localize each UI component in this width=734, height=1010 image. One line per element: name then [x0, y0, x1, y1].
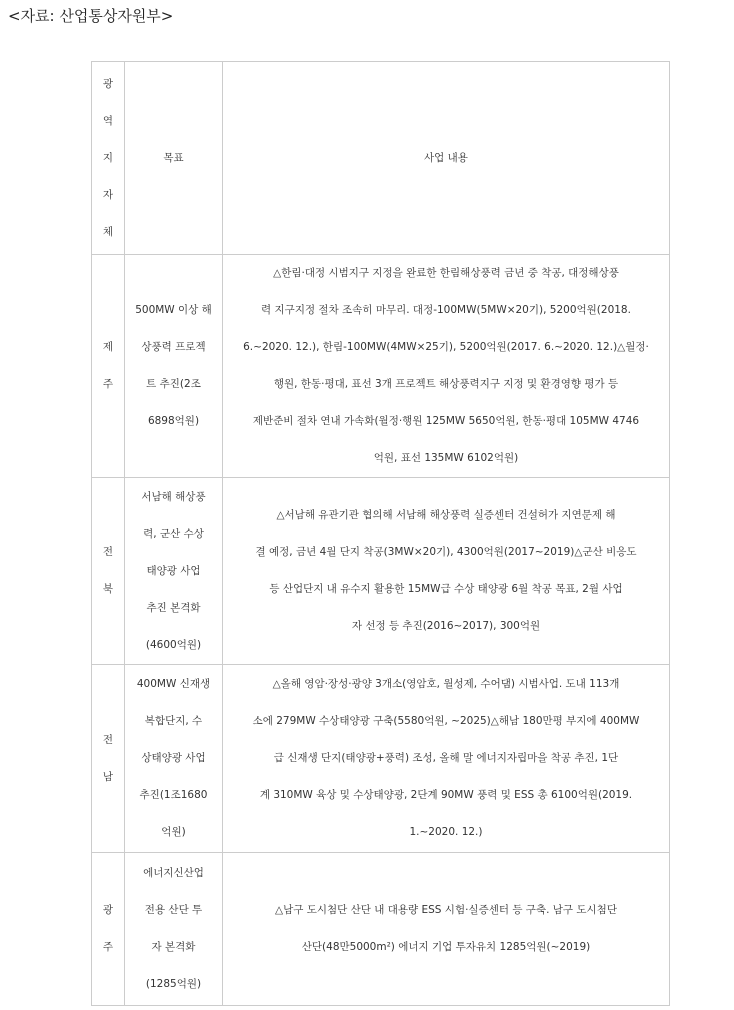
goal-line: 력, 군산 수상: [143, 527, 204, 540]
content-line: 행원, 한동·평대, 표선 3개 프로젝트 해상풍력지구 지정 및 환경영향 평가 등: [273, 378, 619, 390]
content-line: 계 310MW 육상 및 수상태양광, 2단계 90MW 풍력 및 ESS 총 6100억원(2019.: [259, 789, 633, 801]
region-char: 주: [102, 941, 114, 953]
goal-line: 추진 본격화: [146, 601, 201, 614]
content-line: 제반준비 절차 연내 가속화(월정·행원 125MW 5650억원, 한동·평대 105MW 4746: [252, 415, 640, 427]
content-cell: [223, 478, 670, 665]
table-header-row: [92, 62, 670, 255]
header-region-char: 자: [102, 188, 114, 201]
header-region-char: 역: [102, 114, 114, 127]
content-line: △올해 영암·장성·광양 3개소(영암호, 월성제, 수어댐) 시범사업. 도내 113개: [272, 678, 620, 690]
goal-line: 태양광 사업: [146, 564, 201, 577]
header-content-cell: 사업 내용: [223, 62, 670, 255]
header-region-char: 지: [102, 151, 114, 164]
content-line: 6.~2020. 12.), 한림-100MW(4MW×25기), 5200억원(2017. 6.~2020. 12.)△월정·: [243, 341, 649, 353]
content-line: 산단(48만5000m²) 에너지 기업 투자유치 1285억원(~2019): [301, 941, 591, 953]
header-region-char: 체: [102, 225, 114, 238]
goal-line: 억원): [161, 826, 186, 838]
source-label: <자료: 산업통상자원부>: [8, 7, 174, 25]
content-line: 억원, 표선 135MW 6102억원): [373, 452, 519, 464]
content-line: 등 산업단지 내 유수지 활용한 15MW급 수상 태양광 6월 착공 목표, 2월 사업: [269, 583, 623, 595]
region-char: 제: [102, 341, 114, 353]
goal-line: 전용 산단 투: [144, 904, 203, 916]
region-cell: [92, 665, 125, 853]
region-char: 주: [102, 378, 114, 390]
region-cell: [92, 478, 125, 665]
content-cell: [223, 853, 670, 1006]
region-char: 광: [102, 904, 114, 916]
header-region-char: 광: [102, 77, 114, 90]
goal-line: 자 본격화: [151, 941, 196, 953]
content-line: 소에 279MW 수상태양광 구축(5580억원, ~2025)△해남 180만평 부지에 400MW: [252, 715, 640, 727]
region-cell: [92, 853, 125, 1006]
region-char: 전: [102, 733, 114, 746]
table-row-jeonnam: [92, 665, 670, 853]
goal-line: 6898억원): [147, 415, 200, 427]
goal-line: 에너지신산업: [143, 867, 204, 879]
header-region-cell: [92, 62, 125, 255]
content-cell: [223, 255, 670, 478]
content-line: △남구 도시첨단 산단 내 대용량 ESS 시험·실증센터 등 구축. 남구 도시첨단: [275, 904, 617, 916]
goal-line: 400MW 신재생: [136, 678, 211, 690]
region-char: 전: [102, 546, 114, 558]
goal-line: (4600억원): [145, 638, 202, 651]
region-char: 북: [102, 583, 114, 595]
content-line: 결 예정, 금년 4월 단지 착공(3MW×20기), 4300억원(2017~2019)△군산 비응도: [255, 546, 637, 558]
content-cell: [223, 665, 670, 853]
content-line: △서남해 유관기관 협의해 서남해 해상풍력 실증센터 건설허가 지연문제 해: [276, 509, 616, 521]
goal-line: 500MW 이상 해: [135, 304, 212, 316]
region-char: 남: [102, 770, 114, 783]
goal-cell: [125, 255, 223, 478]
table-row-jeonbuk: [92, 478, 670, 665]
content-line: 력 지구지정 절차 조속히 마무리. 대정-100MW(5MW×20기), 5200억원(2018.: [261, 304, 631, 316]
content-line: 자 선정 등 추진(2016~2017), 300억원: [351, 620, 541, 632]
goal-cell: [125, 478, 223, 665]
goal-cell: [125, 665, 223, 853]
table-row-jeju: [92, 255, 670, 478]
goal-line: 서남해 해상풍: [141, 490, 206, 503]
goal-cell: [125, 853, 223, 1006]
table-row-gwangju: [92, 853, 670, 1006]
goal-line: 상태양광 사업: [141, 752, 206, 764]
content-line: 급 신재생 단지(태양광+풍력) 조성, 올해 말 에너지자립마을 착공 추진, 1단: [273, 752, 619, 764]
goal-line: 추진(1조1680: [139, 789, 208, 801]
header-goal-cell: 목표: [125, 62, 223, 255]
goal-line: 상풍력 프로젝: [141, 341, 206, 353]
goal-line: 트 추진(2조: [146, 378, 201, 390]
region-cell: [92, 255, 125, 478]
content-line: △한림·대정 시범지구 지정을 완료한 한림해상풍력 금년 중 착공, 대정해상풍: [273, 267, 619, 279]
goal-line: 복합단지, 수: [144, 715, 203, 727]
regional-energy-policy-table: [91, 61, 670, 1006]
goal-line: (1285억원): [145, 978, 202, 990]
content-line: 1.~2020. 12.): [409, 826, 483, 838]
